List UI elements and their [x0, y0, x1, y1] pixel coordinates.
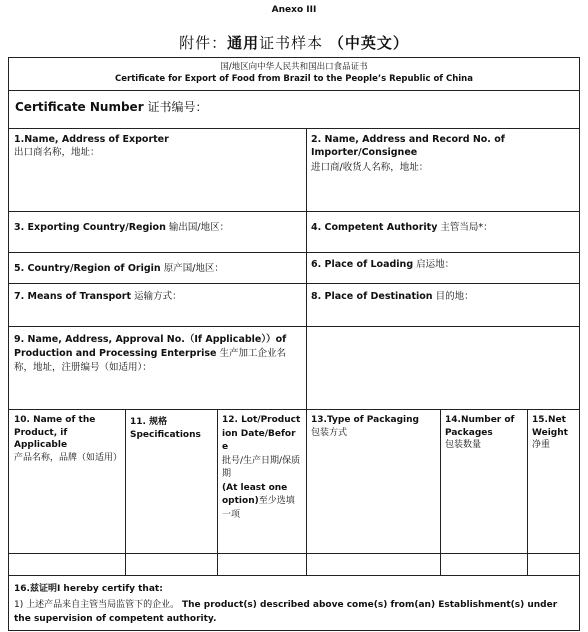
cell-packaging[interactable]	[306, 554, 440, 575]
importer-field[interactable]: 2. Name, Address and Record No. of Importer/Consignee 进口商/收货人名称，地址：	[311, 134, 505, 173]
annex-label: Anexo III	[271, 5, 317, 15]
place-of-destination-field[interactable]: 8. Place of Destination 目的地：	[311, 291, 474, 302]
title-bold: 通用	[227, 34, 260, 52]
title-paren: （中英文）	[328, 34, 409, 52]
certify-label-cn: 16.兹证明	[14, 584, 57, 594]
country-of-origin-field[interactable]: 5. Country/Region of Origin 原产国/地区：	[14, 263, 224, 274]
certify-item1-cn: 1) 上述产品来自主管当局监管下的企业。	[14, 600, 180, 610]
cell-specifications[interactable]	[125, 554, 217, 575]
certify-label-en: I hereby certify that:	[56, 584, 163, 594]
origin-loading-row	[9, 253, 579, 284]
enterprise-row	[9, 327, 579, 410]
column-lot-production-date: 12. Lot/Production Date/Before 批号/生产日期/保质期 (At least one option)至少选填一项	[222, 415, 301, 520]
title-prefix: 附件：	[179, 34, 228, 52]
exporting-country-field[interactable]: 3. Exporting Country/Region 输出国/地区：	[14, 222, 230, 233]
header-cn: 国/地区向中华人民共和国出口食品证书	[220, 62, 368, 72]
column-number-of-packages: 14.Number of Packages 包装数量	[445, 415, 515, 450]
exporter-field[interactable]: 1.Name, Address of Exporter 出口商名称，地址：	[14, 134, 169, 158]
country-authority-row	[9, 212, 579, 253]
exporter-importer-row	[9, 129, 579, 212]
column-product-name: 10. Name of the Product, if Applicable 产品名称，品牌（如适用）	[14, 415, 123, 463]
header-en: Certificate for Export of Food from Brazil to the People’s Republic of China	[115, 74, 473, 84]
competent-authority-field[interactable]: 4. Competent Authority 主管当局*：	[311, 222, 493, 233]
cell-lot[interactable]	[217, 554, 306, 575]
certificate-number-row	[9, 91, 579, 129]
title-rest: 证书样本	[259, 34, 324, 52]
certificate-number-label-en: Certificate Number	[15, 100, 144, 114]
certificate-form	[8, 57, 580, 631]
product-table-header	[9, 410, 579, 554]
column-net-weight: 15.Net Weight 净重	[532, 415, 568, 450]
page-title	[0, 32, 588, 53]
certify-item1-en: The product(s) described above come(s) from(an) Establishment(s) under the supervision of competent authority.	[14, 600, 558, 624]
certification-section	[9, 576, 579, 632]
column-packaging-type: 13.Type of Packaging 包装方式	[311, 415, 419, 438]
means-of-transport-field[interactable]: 7. Means of Transport 运输方式：	[14, 291, 182, 302]
column-specifications: 11. 规格 Specifications	[130, 417, 201, 440]
cell-packages[interactable]	[440, 554, 527, 575]
cell-net-weight[interactable]	[527, 554, 579, 575]
cell-product-name[interactable]	[9, 554, 125, 575]
certificate-number-label-cn: 证书编号：	[147, 100, 208, 114]
enterprise-field[interactable]: 9. Name, Address, Approval No.（If Applicable））of Production and Processing Enterprise 生产加工企业名称，地址，注册编号（如适用）：	[14, 334, 287, 373]
place-of-loading-field[interactable]: 6. Place of Loading 启运地：	[311, 259, 455, 270]
product-table-row	[9, 554, 579, 576]
form-header	[9, 58, 579, 91]
transport-destination-row	[9, 284, 579, 327]
